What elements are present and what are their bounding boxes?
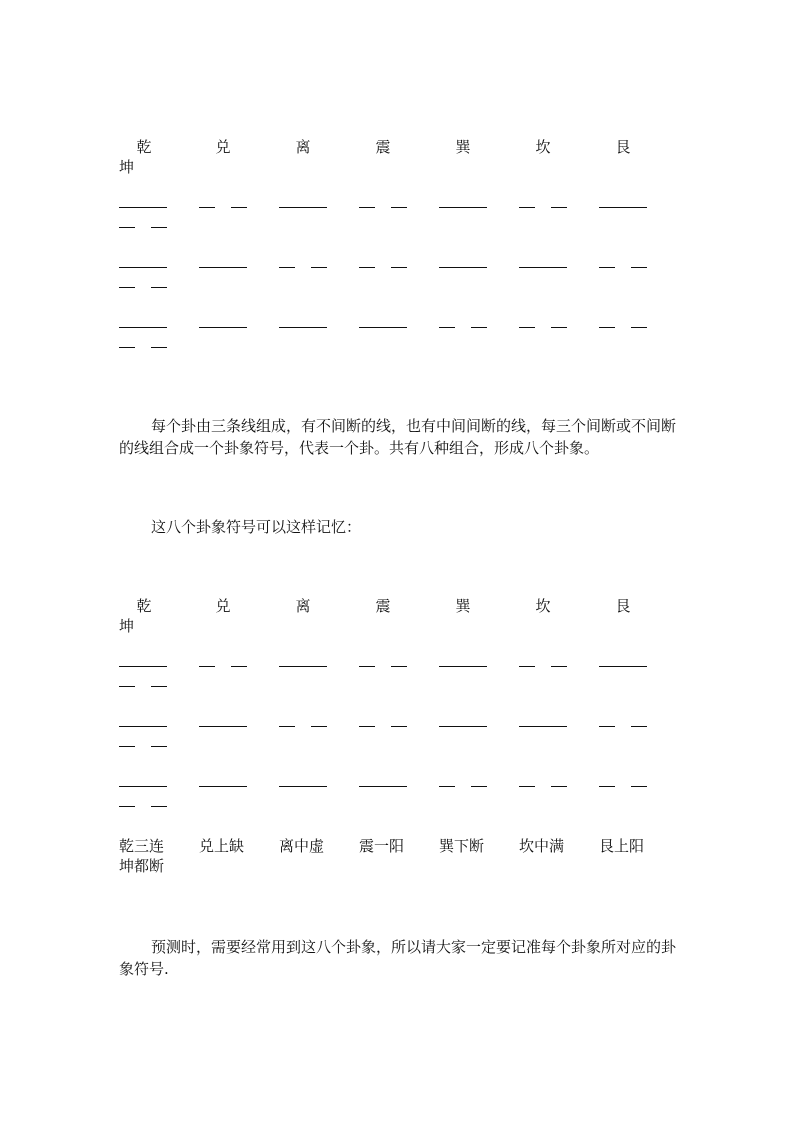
mnemonic-xun: 巽下断	[439, 837, 485, 855]
solid-line-icon	[439, 651, 487, 671]
broken-line-icon	[599, 711, 647, 731]
trigram-name-zhen: 震	[375, 597, 391, 615]
solid-line-icon	[599, 651, 647, 671]
broken-line-icon	[279, 711, 327, 731]
broken-line-icon	[119, 332, 167, 352]
solid-line-icon	[279, 651, 327, 671]
broken-line-icon	[439, 771, 487, 791]
solid-line-icon	[439, 252, 487, 272]
broken-line-icon	[519, 192, 567, 212]
broken-line-icon	[439, 312, 487, 332]
broken-line-icon	[519, 312, 567, 332]
solid-line-icon	[199, 771, 247, 791]
mnemonic-zhen: 震一阳	[359, 837, 405, 855]
broken-line-icon	[359, 192, 407, 212]
paragraph-explanation: 每个卦由三条线组成，有不间断的线，也有中间间断的线，每三个间断或不间断的线组合成一个卦象符号，代表一个卦。共有八种组合，形成八个卦象。	[119, 417, 677, 457]
paragraph-conclusion: 预测时，需要经常用到这八个卦象，所以请大家一定要记准每个卦象所对应的卦象符号.	[119, 938, 677, 978]
broken-line-icon	[119, 272, 167, 292]
solid-line-icon	[119, 192, 167, 212]
trigram-name-dui: 兑	[215, 138, 231, 156]
trigram-name-li: 离	[295, 597, 311, 615]
solid-line-icon	[119, 252, 167, 272]
solid-line-icon	[279, 771, 327, 791]
trigram-name-gen: 艮	[615, 138, 631, 156]
solid-line-icon	[199, 252, 247, 272]
mnemonic-gen: 艮上阳	[599, 837, 645, 855]
broken-line-icon	[519, 651, 567, 671]
broken-line-icon	[279, 252, 327, 272]
solid-line-icon	[119, 651, 167, 671]
solid-line-icon	[119, 312, 167, 332]
solid-line-icon	[279, 192, 327, 212]
trigram-name-xun: 巽	[455, 597, 471, 615]
solid-line-icon	[119, 711, 167, 731]
solid-line-icon	[199, 312, 247, 332]
solid-line-icon	[199, 711, 247, 731]
trigram-name-zhen: 震	[375, 138, 391, 156]
broken-line-icon	[199, 192, 247, 212]
mnemonic-li: 离中虚	[279, 837, 325, 855]
trigram-name-kun: 坤	[119, 158, 135, 176]
solid-line-icon	[119, 771, 167, 791]
solid-line-icon	[359, 312, 407, 332]
trigram-name-qian: 乾	[136, 597, 152, 615]
trigram-name-kan: 坎	[535, 597, 551, 615]
trigram-name-kan: 坎	[535, 138, 551, 156]
broken-line-icon	[519, 771, 567, 791]
broken-line-icon	[599, 312, 647, 332]
solid-line-icon	[439, 192, 487, 212]
solid-line-icon	[599, 192, 647, 212]
solid-line-icon	[359, 771, 407, 791]
broken-line-icon	[359, 651, 407, 671]
broken-line-icon	[119, 671, 167, 691]
solid-line-icon	[439, 711, 487, 731]
broken-line-icon	[119, 731, 167, 751]
broken-line-icon	[599, 252, 647, 272]
solid-line-icon	[519, 252, 567, 272]
trigram-name-qian: 乾	[136, 138, 152, 156]
solid-line-icon	[519, 711, 567, 731]
trigram-name-kun: 坤	[119, 617, 135, 635]
trigram-name-dui: 兑	[215, 597, 231, 615]
mnemonic-dui: 兑上缺	[199, 837, 245, 855]
mnemonic-kan: 坎中满	[519, 837, 565, 855]
broken-line-icon	[599, 771, 647, 791]
trigram-name-gen: 艮	[615, 597, 631, 615]
mnemonic-qian: 乾三连	[119, 837, 165, 855]
solid-line-icon	[279, 312, 327, 332]
paragraph-mnemonic-intro: 这八个卦象符号可以这样记忆：	[151, 518, 362, 536]
mnemonic-kun: 坤都断	[119, 857, 165, 875]
trigram-name-xun: 巽	[455, 138, 471, 156]
broken-line-icon	[359, 252, 407, 272]
broken-line-icon	[119, 791, 167, 811]
broken-line-icon	[199, 651, 247, 671]
broken-line-icon	[359, 711, 407, 731]
trigram-name-li: 离	[295, 138, 311, 156]
broken-line-icon	[119, 212, 167, 232]
